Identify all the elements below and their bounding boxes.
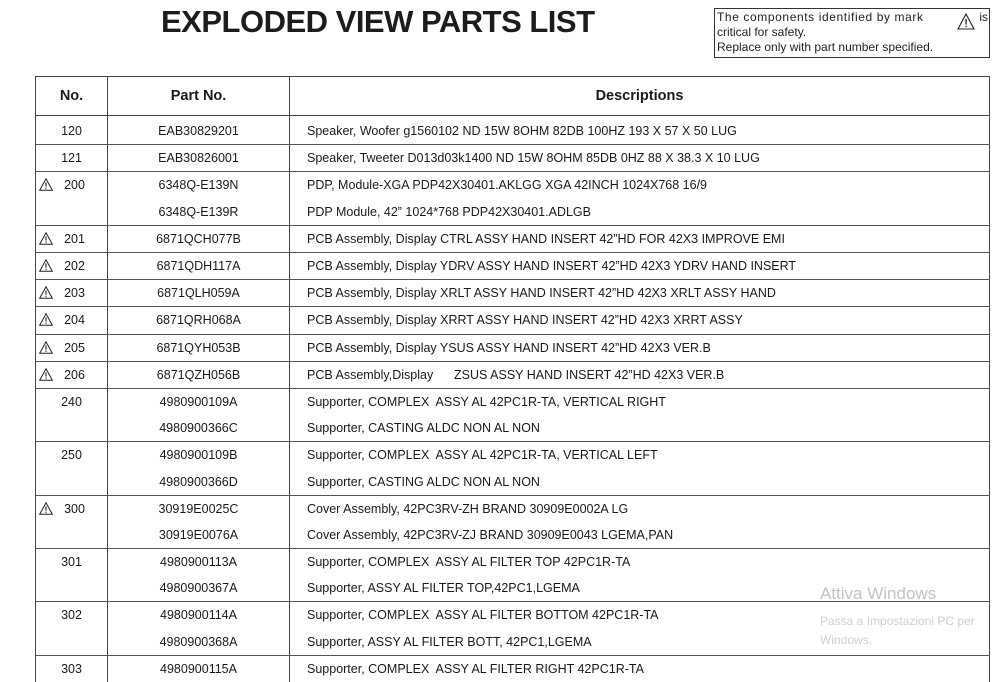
cell-no bbox=[36, 145, 108, 172]
cell-no-value: 200 bbox=[64, 178, 85, 193]
table-row bbox=[36, 334, 990, 361]
cell-no bbox=[36, 199, 108, 226]
cell-description: PCB Assembly,Display ZSUS ASSY HAND INSERT 42”HD 42X3 VER.B bbox=[290, 361, 990, 388]
cell-part-no: 4980900366D bbox=[108, 468, 290, 495]
activation-watermark-text bbox=[820, 612, 975, 650]
cell-description: Supporter, COMPLEX ASSY AL 42PC1R-TA, VERTICAL RIGHT bbox=[290, 388, 990, 415]
cell-description: Supporter, ASSY AL FILTER TOP,42PC1,LGEMA bbox=[290, 575, 990, 602]
column-header-no: No. bbox=[36, 77, 108, 116]
safety-warning-icon bbox=[39, 178, 53, 191]
cell-no-value: 204 bbox=[64, 313, 85, 328]
cell-part-no: 6871QRH068A bbox=[108, 307, 290, 334]
table-row bbox=[36, 252, 990, 279]
cell-no-value: 203 bbox=[64, 286, 85, 301]
cell-no bbox=[36, 629, 108, 656]
cell-no-value: 205 bbox=[64, 340, 85, 355]
safety-note-line1-end: is bbox=[979, 10, 988, 24]
warning-triangle-icon bbox=[957, 13, 975, 30]
cell-no bbox=[36, 388, 108, 415]
cell-no bbox=[36, 575, 108, 602]
cell-description: Supporter, ASSY AL FILTER BOTT, 42PC1,LGEMA bbox=[290, 629, 990, 656]
cell-part-no: EAB30826001 bbox=[108, 145, 290, 172]
cell-description: Supporter, CASTING ALDC NON AL NON bbox=[290, 415, 990, 442]
table-row bbox=[36, 415, 990, 442]
table-row bbox=[36, 225, 990, 252]
table-row bbox=[36, 307, 990, 334]
cell-no bbox=[36, 522, 108, 549]
cell-no bbox=[36, 361, 108, 388]
cell-no-value: 302 bbox=[61, 608, 82, 623]
safety-note-line2: critical for safety. bbox=[717, 25, 807, 39]
cell-part-no: 6871QCH077B bbox=[108, 225, 290, 252]
cell-description: PCB Assembly, Display XRLT ASSY HAND INSERT 42”HD 42X3 XRLT ASSY HAND bbox=[290, 280, 990, 307]
cell-no-value: 250 bbox=[61, 448, 82, 463]
cell-part-no: 4980900114A bbox=[108, 602, 290, 629]
cell-part-no: 6871QDH117A bbox=[108, 252, 290, 279]
cell-part-no: 6871QYH053B bbox=[108, 334, 290, 361]
cell-part-no: 6871QLH059A bbox=[108, 280, 290, 307]
cell-no-value: 121 bbox=[61, 151, 82, 166]
cell-description: Supporter, COMPLEX ASSY AL 42PC1R-TA, VERTICAL LEFT bbox=[290, 442, 990, 469]
cell-part-no: 4980900368A bbox=[108, 629, 290, 656]
activation-watermark-line1: Passa a Impostazioni PC per bbox=[820, 614, 975, 628]
cell-no bbox=[36, 549, 108, 576]
cell-no bbox=[36, 655, 108, 682]
safety-warning-icon bbox=[39, 341, 53, 354]
table-row bbox=[36, 361, 990, 388]
cell-part-no: 4980900109A bbox=[108, 388, 290, 415]
cell-no-value: 202 bbox=[64, 259, 85, 274]
safety-note bbox=[714, 8, 990, 58]
activation-watermark-line2: Windows. bbox=[820, 633, 873, 647]
cell-no-value: 303 bbox=[61, 661, 82, 676]
table-row bbox=[36, 655, 990, 682]
cell-no-value: 201 bbox=[64, 231, 85, 246]
cell-description: Cover Assembly, 42PC3RV-ZH BRAND 30909E0002A LG bbox=[290, 495, 990, 522]
cell-description: Cover Assembly, 42PC3RV-ZJ BRAND 30909E0043 LGEMA,PAN bbox=[290, 522, 990, 549]
cell-no bbox=[36, 442, 108, 469]
cell-part-no: 4980900113A bbox=[108, 549, 290, 576]
table-row bbox=[36, 522, 990, 549]
table-row bbox=[36, 549, 990, 576]
table-row bbox=[36, 116, 990, 145]
cell-part-no: 4980900115A bbox=[108, 655, 290, 682]
table-header-row bbox=[36, 77, 990, 116]
cell-no bbox=[36, 172, 108, 199]
cell-no bbox=[36, 280, 108, 307]
cell-part-no: 30919E0025C bbox=[108, 495, 290, 522]
cell-part-no: 6348Q-E139N bbox=[108, 172, 290, 199]
column-header-part-no: Part No. bbox=[108, 77, 290, 116]
safety-warning-icon bbox=[39, 232, 53, 245]
safety-warning-icon bbox=[39, 259, 53, 272]
cell-no bbox=[36, 116, 108, 145]
cell-description: Supporter, COMPLEX ASSY AL FILTER TOP 42PC1R-TA bbox=[290, 549, 990, 576]
cell-description: PCB Assembly, Display YSUS ASSY HAND INSERT 42”HD 42X3 VER.B bbox=[290, 334, 990, 361]
cell-no bbox=[36, 495, 108, 522]
cell-part-no: 6348Q-E139R bbox=[108, 199, 290, 226]
cell-no bbox=[36, 415, 108, 442]
cell-part-no: 4980900109B bbox=[108, 442, 290, 469]
cell-no-value: 301 bbox=[61, 555, 82, 570]
table-row bbox=[36, 388, 990, 415]
cell-no bbox=[36, 225, 108, 252]
safety-warning-icon bbox=[39, 313, 53, 326]
activation-watermark-title: Attiva Windows bbox=[820, 584, 937, 603]
cell-description: Supporter, COMPLEX ASSY AL FILTER BOTTOM 42PC1R-TA bbox=[290, 602, 990, 629]
safety-note-line3: Replace only with part number specified. bbox=[717, 40, 934, 54]
cell-part-no: 4980900366C bbox=[108, 415, 290, 442]
safety-note-line1: The components identified by mark bbox=[717, 10, 924, 24]
cell-no bbox=[36, 307, 108, 334]
table-row bbox=[36, 442, 990, 469]
cell-no-value: 120 bbox=[61, 124, 82, 139]
column-header-descriptions: Descriptions bbox=[290, 77, 990, 116]
safety-warning-icon bbox=[39, 502, 53, 515]
table-row bbox=[36, 199, 990, 226]
safety-warning-icon bbox=[39, 286, 53, 299]
table-row bbox=[36, 280, 990, 307]
cell-no-value: 240 bbox=[61, 394, 82, 409]
cell-part-no: 6871QZH056B bbox=[108, 361, 290, 388]
cell-part-no: 4980900367A bbox=[108, 575, 290, 602]
safety-warning-icon bbox=[39, 368, 53, 381]
cell-no bbox=[36, 602, 108, 629]
table-row bbox=[36, 468, 990, 495]
table-row bbox=[36, 172, 990, 199]
cell-description: PDP, Module-XGA PDP42X30401.AKLGG XGA 42INCH 1024X768 16/9 bbox=[290, 172, 990, 199]
page-title: EXPLODED VIEW PARTS LIST bbox=[161, 4, 595, 39]
cell-description: Supporter, COMPLEX ASSY AL FILTER RIGHT 42PC1R-TA bbox=[290, 655, 990, 682]
cell-part-no: 30919E0076A bbox=[108, 522, 290, 549]
cell-description: Speaker, Tweeter D013d03k1400 ND 15W 8OHM 85DB 0HZ 88 X 38.3 X 10 LUG bbox=[290, 145, 990, 172]
cell-no bbox=[36, 334, 108, 361]
cell-description: Speaker, Woofer g1560102 ND 15W 8OHM 82DB 100HZ 193 X 57 X 50 LUG bbox=[290, 116, 990, 145]
table-row bbox=[36, 495, 990, 522]
cell-no-value: 300 bbox=[64, 501, 85, 516]
cell-no bbox=[36, 252, 108, 279]
cell-description: PCB Assembly, Display YDRV ASSY HAND INSERT 42”HD 42X3 YDRV HAND INSERT bbox=[290, 252, 990, 279]
cell-no-value: 206 bbox=[64, 367, 85, 382]
cell-description: PCB Assembly, Display XRRT ASSY HAND INSERT 42”HD 42X3 XRRT ASSY bbox=[290, 307, 990, 334]
cell-part-no: EAB30829201 bbox=[108, 116, 290, 145]
cell-description: Supporter, CASTING ALDC NON AL NON bbox=[290, 468, 990, 495]
cell-description: PDP Module, 42” 1024*768 PDP42X30401.ADLGB bbox=[290, 199, 990, 226]
table-row bbox=[36, 145, 990, 172]
cell-description: PCB Assembly, Display CTRL ASSY HAND INSERT 42”HD FOR 42X3 IMPROVE EMI bbox=[290, 225, 990, 252]
cell-no bbox=[36, 468, 108, 495]
